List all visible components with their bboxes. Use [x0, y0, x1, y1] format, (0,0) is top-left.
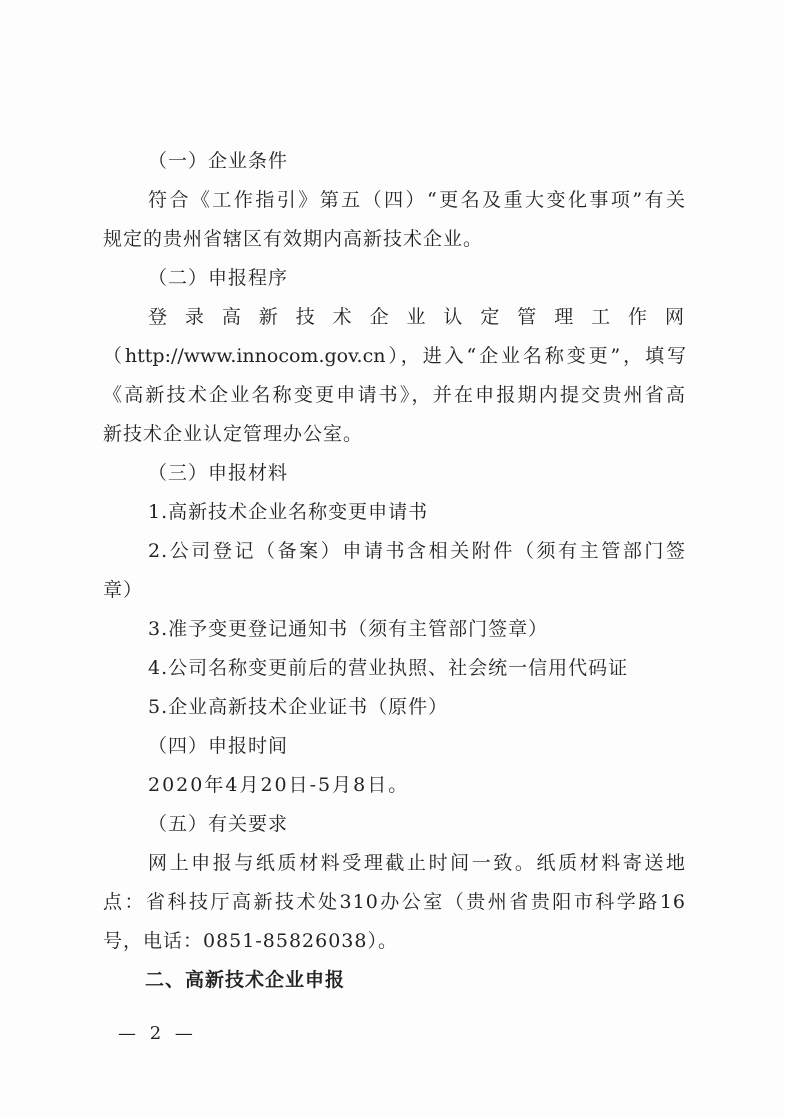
- paragraph-line-url: （http://www.innocom.gov.cn），进入“企业名称变更”，填写: [103, 345, 686, 367]
- section-heading-application-materials: （三）申报材料: [148, 462, 289, 484]
- list-item: 4.公司名称变更前后的营业执照、社会统一信用代码证: [148, 657, 629, 679]
- application-date-range: 2020年4月20日-5月8日。: [148, 774, 410, 796]
- list-item: 1.高新技术企业名称变更申请书: [148, 501, 429, 523]
- section-heading-requirements: （五）有关要求: [148, 813, 289, 835]
- paragraph-line: 号，电话：0851-85826038）。: [103, 930, 398, 952]
- paragraph-line: 符合《工作指引》第五（四）“更名及重大变化事项”有关: [148, 189, 686, 211]
- paragraph-line: 登录高新技术企业认定管理工作网: [148, 306, 686, 328]
- page-number: — 2 —: [118, 1023, 197, 1044]
- section-heading-application-time: （四）申报时间: [148, 735, 289, 757]
- chapter-heading-high-tech-application: 二、高新技术企业申报: [145, 969, 346, 991]
- list-item: 5.企业高新技术企业证书（原件）: [148, 696, 449, 718]
- paragraph-line: 新技术企业认定管理办公室。: [103, 423, 364, 445]
- paragraph-line: 点：省科技厅高新技术处310办公室（贵州省贵阳市科学路16: [103, 891, 686, 913]
- section-heading-application-procedure: （二）申报程序: [148, 267, 289, 289]
- paragraph-line: 规定的贵州省辖区有效期内高新技术企业。: [103, 228, 484, 250]
- list-item: 3.准予变更登记通知书（须有主管部门签章）: [148, 618, 549, 640]
- section-heading-enterprise-conditions: （一）企业条件: [148, 150, 289, 172]
- list-item: 2.公司登记（备案）申请书含相关附件（须有主管部门签: [148, 540, 686, 562]
- list-item-continuation: 章）: [103, 579, 144, 601]
- paragraph-line: 《高新技术企业名称变更申请书》，并在申报期内提交贵州省高: [103, 384, 686, 406]
- paragraph-line: 网上申报与纸质材料受理截止时间一致。纸质材料寄送地: [148, 852, 686, 874]
